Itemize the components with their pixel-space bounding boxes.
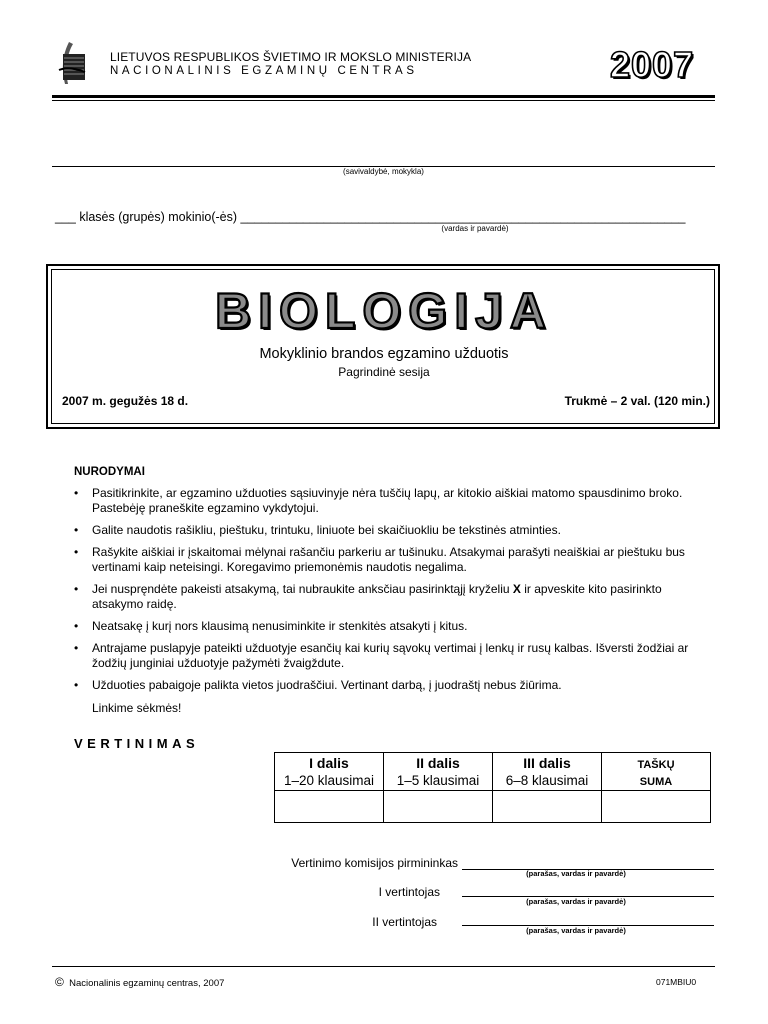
signature-caption: (parašas, vardas ir pavardė) (526, 926, 626, 935)
ministry-name: LIETUVOS RESPUBLIKOS ŠVIETIMO IR MOKSLO MINISTERIJA (110, 50, 472, 64)
footer-code: 071MBIU0 (656, 977, 697, 987)
grade-cell-sum[interactable] (602, 791, 711, 823)
grade-cell-part1[interactable] (275, 791, 384, 823)
footer-copyright: © Nacionalinis egzaminų centras, 2007 (55, 975, 225, 989)
evaluator1-label: I vertintojas (378, 885, 440, 899)
bullet-icon: • (74, 678, 79, 692)
bullet-icon: • (74, 619, 79, 633)
list-item: • Galite naudotis rašikliu, pieštuku, trintuku, liniuote bei skaičiuokliu be tekstinės atminties. (74, 523, 561, 537)
chair-label: Vertinimo komisijos pirmininkas (291, 856, 458, 870)
exam-date: 2007 m. gegužės 18 d. (62, 394, 189, 408)
good-luck-text: Linkime sėkmės! (92, 701, 182, 715)
exam-session: Pagrindinė sesija (338, 365, 430, 379)
exam-center-name: NACIONALINIS EGZAMINŲ CENTRAS (110, 65, 418, 77)
bullet-icon: • (74, 545, 79, 559)
grade-cell-part3[interactable] (493, 791, 602, 823)
student-field-caption: (vardas ir pavardė) (441, 224, 509, 233)
student-field[interactable]: ___ klasės (grupės) mokinio(-ės) ________________________________________________________________ (55, 210, 686, 224)
exam-subtitle: Mokyklinio brandos egzamino užduotis (259, 346, 509, 362)
list-item: • Jei nuspręndėte pakeisti atsakymą, tai nubraukite anksčiau pasirinktąjį kryželiu X ir apveskite kito pasirinkto atsakymo raidę. (74, 582, 662, 611)
list-item: • Neatsakę į kurį nors klausimą nenusiminkite ir stenkitės atsakyti į kitus. (74, 619, 468, 633)
bullet-icon: • (74, 486, 79, 500)
list-item: • Rašykite aiškiai ir įskaitomai mėlynai rašančiu parkeriu ar tušinuku. Atsakymai parašyti neaiškiai ar pieštuku bus vertinami kaip neteisingi. Koregavimo priemonėmis naudotis negalima. (74, 545, 685, 574)
grading-table (274, 752, 711, 823)
grade-col-header: I dalis 1–20 klausimai (275, 753, 384, 791)
copyright-icon: © (55, 975, 64, 989)
points-sum-header: TAŠKŲ SUMA (602, 753, 711, 791)
exam-duration: Trukmė – 2 val. (120 min.) (564, 394, 710, 408)
header-divider (52, 95, 715, 98)
grading-title: VERTINIMAS (74, 736, 200, 751)
exam-year: 2007 (610, 44, 695, 85)
grade-cell-part2[interactable] (384, 791, 493, 823)
instructions-list (74, 486, 716, 700)
bullet-icon: • (74, 523, 79, 537)
list-item: • Pasitikrinkite, ar egzamino užduoties sąsiuvinyje nėra tuščių lapų, ar kitokio aiškiai matomo spausdinimo broko. Pastebėję praneškite egzamino vykdytojui. (74, 486, 683, 515)
school-field-caption: (savivaldybė, mokykla) (343, 167, 424, 176)
list-item: • Užduoties pabaigoje palikta vietos juodraščiui. Vertinant darbą, į juodraštį nebus žiūrima. (74, 678, 562, 692)
ministry-emblem-icon (55, 40, 95, 90)
evaluator2-label: II vertintojas (372, 915, 437, 929)
list-item: • Antrajame puslapyje pateikti užduotyje esančių kai kurių sąvokų vertimai į lenkų ir rusų kalbas. Išversti žodžiai ar žodžių junginiai užduotyje pažymėti žvaigždute. (74, 641, 689, 670)
instructions-heading: NURODYMAI (74, 466, 145, 478)
footer-divider (52, 966, 715, 967)
cross-mark: X (512, 582, 521, 596)
grade-col-header: III dalis 6–8 klausimai (493, 753, 602, 791)
grade-col-header: II dalis 1–5 klausimai (384, 753, 493, 791)
bullet-icon: • (74, 582, 79, 596)
signature-caption: (parašas, vardas ir pavardė) (526, 897, 626, 906)
signature-caption: (parašas, vardas ir pavardė) (526, 869, 626, 878)
bullet-icon: • (74, 641, 79, 655)
header-divider-thin (52, 100, 715, 101)
subject-title: BIOLOGIJA (214, 283, 554, 339)
